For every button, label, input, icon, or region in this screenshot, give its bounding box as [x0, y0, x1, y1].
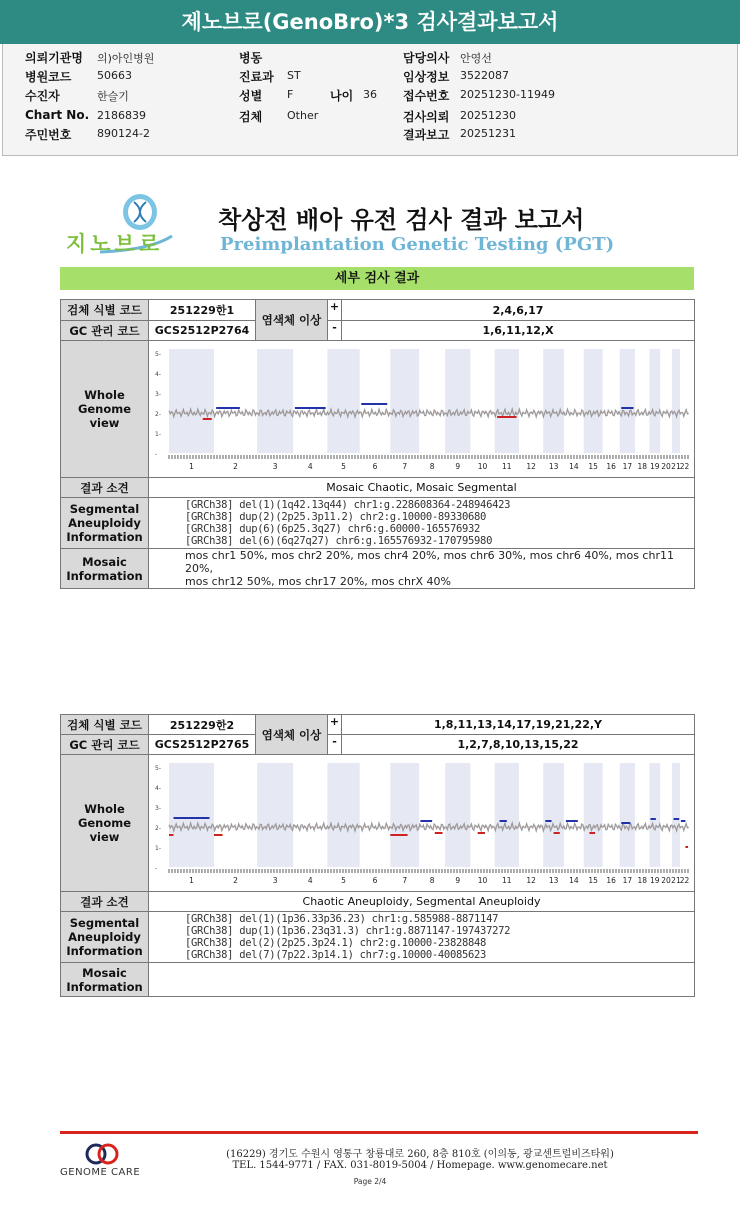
x-tick-label: 4	[307, 876, 313, 885]
field-label: 수진자	[25, 89, 60, 103]
x-tick-label: 18	[637, 876, 647, 885]
x-tick-label: 12	[526, 876, 536, 885]
y-tick-label: 4-	[155, 785, 161, 792]
mosaic-label-line: Information	[66, 568, 143, 583]
sample-id-label: 검체 식별 코드	[61, 300, 149, 321]
x-tick-label: 12	[526, 462, 536, 471]
wgv-label-line: Genome	[77, 402, 132, 416]
y-tick-label: 4-	[155, 371, 161, 378]
chromosome-band	[327, 349, 359, 453]
wgv-label-line: view	[89, 830, 120, 844]
chromosome-band	[620, 763, 635, 867]
x-tick-label: 5	[341, 876, 346, 885]
field-value: 2186839	[97, 109, 146, 122]
field-value: 20251231	[460, 127, 516, 140]
company-name: GENOME CARE	[60, 1167, 141, 1178]
mosaic-label-line: Mosaic	[82, 554, 127, 569]
y-tick-label: 1-	[155, 431, 161, 438]
chromosome-band	[543, 763, 564, 867]
mosaic-label-line: Information	[66, 979, 143, 994]
field-label: 결과보고	[403, 128, 450, 142]
mosaic-line: mos chr12 50%, mos chr17 20%, mos chrX 40%	[185, 575, 451, 588]
x-tick-label: 21	[671, 462, 681, 471]
loss-value: 1,6,11,12,X	[342, 321, 695, 341]
field-label: Chart No.	[25, 108, 90, 122]
chromosome-band	[672, 763, 680, 867]
report-header-title: 제노브로(GenoBro)*3 검사결과보고서	[0, 0, 740, 44]
x-tick-label: 14	[569, 876, 579, 885]
segmental-label-line: Information	[66, 944, 143, 958]
field-label: 담당의사	[403, 51, 450, 65]
x-tick-label: 6	[372, 462, 378, 471]
mosaic-label-line: Mosaic	[82, 965, 127, 980]
sample-table-1	[60, 299, 695, 589]
section-heading: 세부 검사 결과	[60, 267, 694, 290]
x-tick-label: 9	[455, 462, 461, 471]
x-tick-label: 11	[502, 462, 512, 471]
field-value: 20251230	[460, 109, 516, 122]
chromosome-band	[327, 763, 359, 867]
copy-number-trace	[169, 409, 689, 417]
segmental-label-line: Segmental	[69, 502, 140, 516]
company-contact: TEL. 1544-9771 / FAX. 031-8019-5004 / Homepage. www.genomecare.net	[232, 1160, 608, 1171]
result-value: Mosaic Chaotic, Mosaic Segmental	[149, 478, 695, 498]
x-tick-label: 10	[477, 462, 488, 471]
gc-code-label: GC 관리 코드	[61, 321, 149, 341]
x-tick-label: 1	[189, 876, 194, 885]
x-tick-label: 8	[429, 876, 435, 885]
field-value: 36	[363, 88, 377, 101]
chromosome-band	[649, 763, 660, 867]
chromosome-band	[584, 763, 603, 867]
chromosome-band	[445, 763, 470, 867]
gc-code-value: GCS2512P2764	[149, 321, 256, 341]
y-tick-label: -	[155, 451, 158, 458]
field-label: 병동	[239, 51, 263, 65]
chrom-abn-label: 염색체 이상	[256, 300, 328, 341]
loss-value: 1,2,7,8,10,13,15,22	[342, 735, 695, 755]
mosaic-info	[149, 549, 695, 589]
genome-care-logo	[58, 1138, 158, 1188]
segmental-line: [GRCh38] del(1)(1p36.33p36.23) chr1:g.585988-8871147	[185, 913, 499, 925]
x-tick-label: 21	[671, 876, 681, 885]
wgv-label-line: Genome	[77, 816, 132, 830]
segmental-line: [GRCh38] dup(6)(6p25.3q27) chr6:g.60000-165576932	[185, 523, 481, 535]
result-label: 결과 소견	[61, 478, 149, 498]
gain-sign: +	[328, 715, 342, 735]
genobro-logo	[60, 190, 190, 260]
y-tick-label: -	[155, 865, 158, 872]
y-tick-label: 5-	[155, 765, 161, 772]
x-tick-label: 16	[606, 876, 616, 885]
segmental-line: [GRCh38] dup(2)(2p25.3p11.2) chr2:g.10000-89330680	[185, 511, 487, 523]
x-tick-label: 11	[502, 876, 512, 885]
chromosome-band	[620, 349, 635, 453]
gain-value: 1,8,11,13,14,17,19,21,22,Y	[342, 715, 695, 735]
wgv-label	[61, 341, 149, 478]
chromosome-band	[584, 349, 603, 453]
loss-sign: -	[328, 735, 342, 755]
field-value: 3522087	[460, 69, 509, 82]
company-address: (16229) 경기도 수원시 영통구 창룡대로 260, 8층 810호 (이의동, 광교센트럴비즈타워)	[226, 1149, 614, 1160]
x-tick-label: 20	[661, 876, 671, 885]
field-label: 의뢰기관명	[25, 51, 83, 65]
segmental-info	[149, 912, 695, 963]
sample-id-value: 251229한1	[149, 300, 256, 321]
x-tick-label: 7	[402, 876, 408, 885]
field-value: Other	[287, 109, 319, 122]
field-label: 병원코드	[25, 70, 72, 84]
genome-view-cell	[149, 755, 695, 892]
x-tick-label: 10	[477, 876, 488, 885]
report-title: 착상전 배아 유전 검사 결과 보고서	[218, 206, 585, 234]
x-tick-label: 15	[588, 876, 598, 885]
x-tick-label: 9	[455, 876, 461, 885]
y-tick-label: 1-	[155, 845, 161, 852]
x-tick-label: 7	[402, 462, 408, 471]
x-tick-label: 15	[588, 462, 598, 471]
chromosome-band	[257, 763, 293, 867]
whole-genome-chart	[149, 755, 694, 888]
y-tick-label: 3-	[155, 391, 161, 398]
wgv-label-line: Whole	[84, 388, 125, 402]
chromosome-band	[495, 349, 519, 453]
chromosome-band	[390, 763, 419, 867]
x-tick-label: 20	[661, 462, 671, 471]
field-value: ST	[287, 69, 301, 82]
sample-id-value: 251229한2	[149, 715, 256, 735]
field-value: 안영선	[460, 52, 492, 65]
loss-sign: -	[328, 321, 342, 341]
mosaic-info	[149, 963, 695, 997]
x-tick-label: 19	[650, 462, 660, 471]
segmental-line: [GRCh38] del(7)(7p22.3p14.1) chr7:g.10000-40085623	[185, 949, 487, 961]
x-tick-label: 4	[307, 462, 313, 471]
whole-genome-chart	[149, 341, 694, 474]
field-value: 의)아인병원	[97, 52, 155, 65]
y-tick-label: 3-	[155, 805, 161, 812]
field-label: 검사의뢰	[403, 110, 450, 124]
segmental-line: [GRCh38] dup(1)(1p36.23q31.3) chr1:g.8871147-197437272	[185, 925, 511, 937]
x-tick-label: 8	[429, 462, 435, 471]
segmental-line: [GRCh38] del(6)(6q27q27) chr6:g.165576932-170795980	[185, 535, 493, 547]
page-number: Page 2/4	[353, 1177, 387, 1186]
wgv-label-line: view	[89, 416, 120, 430]
field-value: 20251230-11949	[460, 88, 555, 101]
sample-id-label: 검체 식별 코드	[61, 715, 149, 735]
x-tick-label: 17	[622, 462, 633, 471]
x-tick-label: 3	[272, 876, 278, 885]
chromosome-band	[445, 349, 470, 453]
chromosome-band	[169, 349, 214, 453]
gain-sign: +	[328, 300, 342, 321]
gc-code-label: GC 관리 코드	[61, 735, 149, 755]
field-label: 성별	[239, 89, 263, 103]
segmental-line: [GRCh38] del(2)(2p25.3p24.1) chr2:g.10000-23828848	[185, 937, 487, 949]
chromosome-band	[543, 349, 564, 453]
copy-number-trace	[169, 823, 689, 831]
field-label: 접수번호	[403, 89, 450, 103]
result-label: 결과 소견	[61, 892, 149, 912]
field-value: 890124-2	[97, 127, 150, 140]
field-label: 주민번호	[25, 128, 72, 142]
chromosome-band	[672, 349, 680, 453]
field-label: 검체	[239, 110, 263, 124]
field-label: 임상정보	[403, 70, 450, 84]
field-value: 한슬기	[97, 90, 129, 103]
footer-divider	[60, 1131, 698, 1134]
segmental-label-line: Aneuploidy	[68, 930, 141, 944]
patient-info-panel	[2, 44, 738, 156]
x-tick-label: 13	[548, 462, 559, 471]
chromosome-band	[649, 349, 660, 453]
sample-table-2	[60, 714, 695, 997]
x-tick-label: 1	[189, 462, 194, 471]
segmental-label-line: Aneuploidy	[68, 516, 141, 530]
y-tick-label: 2-	[155, 411, 161, 418]
genome-view-cell	[149, 341, 695, 478]
segmental-info	[149, 498, 695, 549]
field-value: F	[287, 88, 294, 101]
x-tick-label: 22	[679, 462, 690, 471]
field-label: 진료과	[239, 70, 274, 84]
x-tick-label: 19	[650, 876, 660, 885]
mosaic-label	[61, 549, 149, 589]
y-tick-label: 5-	[155, 351, 161, 358]
report-subtitle: Preimplantation Genetic Testing (PGT)	[220, 234, 615, 255]
x-tick-label: 14	[569, 462, 579, 471]
logo-text: 지노브로	[66, 232, 164, 256]
segmental-label-line: Segmental	[69, 916, 140, 930]
chromosome-band	[169, 763, 214, 867]
x-tick-label: 2	[233, 462, 238, 471]
field-label: 나이	[330, 89, 354, 103]
segmental-label	[61, 498, 149, 549]
gain-value: 2,4,6,17	[342, 300, 695, 321]
x-tick-label: 5	[341, 462, 346, 471]
field-value: 50663	[97, 69, 132, 82]
x-tick-label: 6	[372, 876, 378, 885]
x-tick-label: 22	[679, 876, 690, 885]
chromosome-band	[495, 763, 519, 867]
x-tick-label: 16	[606, 462, 616, 471]
segmental-label	[61, 912, 149, 963]
wgv-label	[61, 755, 149, 892]
x-tick-label: 18	[637, 462, 647, 471]
gc-code-value: GCS2512P2765	[149, 735, 256, 755]
chromosome-band	[390, 349, 419, 453]
chrom-abn-label: 염색체 이상	[256, 715, 328, 755]
y-tick-label: 2-	[155, 825, 161, 832]
wgv-label-line: Whole	[84, 802, 125, 816]
mosaic-label	[61, 963, 149, 997]
chromosome-band	[257, 349, 293, 453]
mosaic-line: mos chr1 50%, mos chr2 20%, mos chr4 20%, mos chr6 30%, mos chr6 40%, mos chr11 20%,	[185, 549, 674, 575]
x-tick-label: 3	[272, 462, 278, 471]
segmental-line: [GRCh38] del(1)(1q42.13q44) chr1:g.228608364-248946423	[185, 499, 511, 511]
result-value: Chaotic Aneuploidy, Segmental Aneuploidy	[149, 892, 695, 912]
x-tick-label: 2	[233, 876, 238, 885]
x-tick-label: 17	[622, 876, 633, 885]
segmental-label-line: Information	[66, 530, 143, 544]
x-tick-label: 13	[548, 876, 559, 885]
